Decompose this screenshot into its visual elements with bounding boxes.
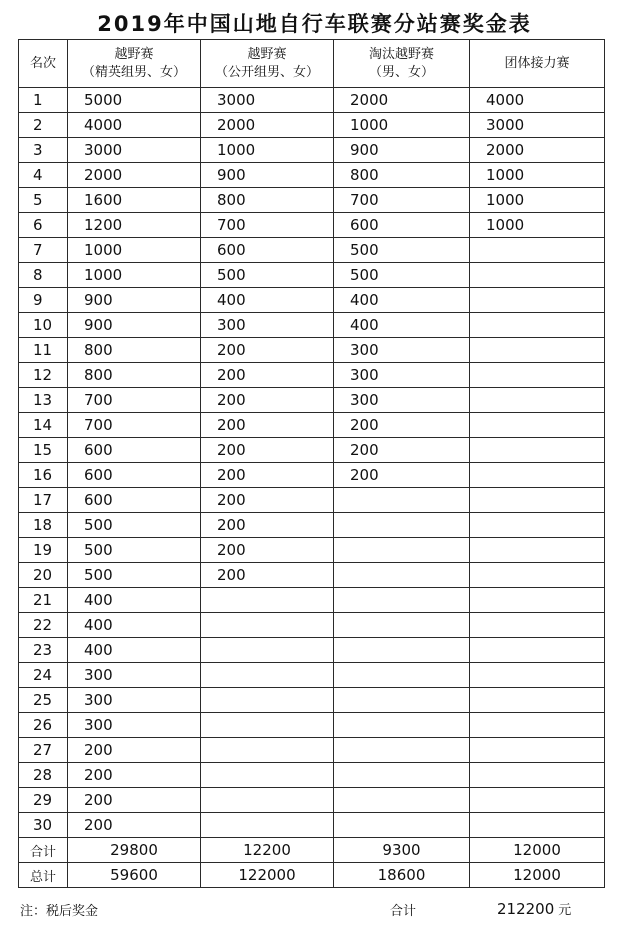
prize-cell: 200 (334, 463, 470, 488)
column-header-title: 名次 (29, 55, 56, 71)
prize-cell: 400 (68, 638, 201, 663)
column-header (68, 40, 201, 88)
prize-cell (470, 713, 605, 738)
prize-cell: 300 (68, 713, 201, 738)
rank-cell: 20 (19, 563, 68, 588)
prize-cell: 1000 (470, 163, 605, 188)
rank-cell: 30 (19, 813, 68, 838)
prize-cell (470, 438, 605, 463)
prize-cell: 4000 (68, 113, 201, 138)
prize-cell: 500 (201, 263, 334, 288)
rank-cell: 23 (19, 638, 68, 663)
prize-cell: 600 (201, 238, 334, 263)
rank-cell: 9 (19, 288, 68, 313)
prize-cell (470, 288, 605, 313)
table-row (19, 163, 605, 188)
prize-cell: 3000 (68, 138, 201, 163)
prize-cell (470, 813, 605, 838)
rank-cell: 10 (19, 313, 68, 338)
rank-cell: 27 (19, 738, 68, 763)
prize-cell (470, 613, 605, 638)
column-header (470, 40, 605, 88)
prize-cell: 2000 (201, 113, 334, 138)
prize-cell: 1200 (68, 213, 201, 238)
prize-cell: 800 (201, 188, 334, 213)
table-row (19, 288, 605, 313)
prize-cell: 300 (201, 313, 334, 338)
total-cell: 122000 (201, 863, 334, 888)
column-header-subtitle: （精英组男、女） (81, 64, 186, 80)
table-row (19, 813, 605, 838)
prize-cell: 200 (201, 488, 334, 513)
prize-cell (201, 588, 334, 613)
rank-cell: 25 (19, 688, 68, 713)
prize-cell (201, 713, 334, 738)
prize-cell (470, 338, 605, 363)
table-row (19, 638, 605, 663)
prize-cell (334, 563, 470, 588)
prize-cell (334, 488, 470, 513)
prize-cell (201, 638, 334, 663)
table-row (19, 788, 605, 813)
prize-cell (470, 488, 605, 513)
prize-cell (201, 813, 334, 838)
grand-total-unit: 元 (558, 903, 572, 918)
column-header-title: 团体接力赛 (504, 55, 570, 71)
table-header-row (19, 40, 605, 88)
footer (0, 900, 629, 920)
table-row (19, 238, 605, 263)
table-row (19, 113, 605, 138)
prize-cell: 1000 (334, 113, 470, 138)
prize-cell (470, 538, 605, 563)
table-row (19, 338, 605, 363)
subtotal-cell: 12000 (470, 838, 605, 863)
prize-cell: 2000 (68, 163, 201, 188)
rank-cell: 21 (19, 588, 68, 613)
prize-cell: 200 (68, 788, 201, 813)
prize-cell: 200 (201, 388, 334, 413)
rank-cell: 14 (19, 413, 68, 438)
prize-cell: 900 (201, 163, 334, 188)
footer-note: 注：税后奖金 (20, 904, 99, 919)
subtotal-cell: 29800 (68, 838, 201, 863)
total-label: 总计 (19, 863, 68, 888)
prize-cell (470, 663, 605, 688)
table-row (19, 513, 605, 538)
prize-cell: 200 (201, 538, 334, 563)
prize-cell: 400 (201, 288, 334, 313)
prize-cell: 1000 (470, 188, 605, 213)
table-row (19, 438, 605, 463)
prize-cell: 300 (334, 388, 470, 413)
table-row (19, 363, 605, 388)
prize-cell: 200 (68, 763, 201, 788)
table-row (19, 463, 605, 488)
rank-cell: 26 (19, 713, 68, 738)
total-row (19, 863, 605, 888)
prize-cell (470, 413, 605, 438)
prize-cell (470, 588, 605, 613)
prize-cell: 1000 (68, 238, 201, 263)
prize-cell: 500 (68, 538, 201, 563)
prize-cell (470, 763, 605, 788)
prize-cell (470, 363, 605, 388)
rank-cell: 16 (19, 463, 68, 488)
table-row (19, 413, 605, 438)
table-row (19, 763, 605, 788)
subtotal-row (19, 838, 605, 863)
subtotal-cell: 9300 (334, 838, 470, 863)
prize-cell: 1000 (68, 263, 201, 288)
rank-cell: 5 (19, 188, 68, 213)
prize-cell: 800 (68, 338, 201, 363)
prize-cell (334, 513, 470, 538)
prize-cell (470, 738, 605, 763)
grand-total-value: 212200 (497, 900, 555, 918)
prize-cell: 5000 (68, 88, 201, 113)
rank-cell: 12 (19, 363, 68, 388)
prize-cell (334, 588, 470, 613)
table-row (19, 738, 605, 763)
prize-cell: 800 (334, 163, 470, 188)
prize-cell: 300 (334, 338, 470, 363)
prize-cell (470, 513, 605, 538)
prize-cell (470, 638, 605, 663)
rank-cell: 29 (19, 788, 68, 813)
table-row (19, 688, 605, 713)
prize-cell (470, 238, 605, 263)
prize-cell: 200 (201, 363, 334, 388)
prize-cell: 500 (68, 563, 201, 588)
prize-cell: 500 (334, 263, 470, 288)
total-cell: 12000 (470, 863, 605, 888)
rank-cell: 22 (19, 613, 68, 638)
prize-cell (334, 663, 470, 688)
prize-cell: 500 (334, 238, 470, 263)
rank-cell: 2 (19, 113, 68, 138)
rank-cell: 28 (19, 763, 68, 788)
subtotal-label: 合计 (19, 838, 68, 863)
prize-cell: 700 (68, 413, 201, 438)
rank-cell: 19 (19, 538, 68, 563)
prize-cell: 600 (334, 213, 470, 238)
prize-cell (334, 788, 470, 813)
subtotal-cell: 12200 (201, 838, 334, 863)
column-header (334, 40, 470, 88)
rank-cell: 4 (19, 163, 68, 188)
column-header (19, 40, 68, 88)
total-cell: 18600 (334, 863, 470, 888)
table-row (19, 663, 605, 688)
rank-cell: 24 (19, 663, 68, 688)
prize-cell: 200 (68, 813, 201, 838)
prize-cell: 1000 (470, 213, 605, 238)
prize-cell: 700 (68, 388, 201, 413)
prize-cell: 400 (334, 313, 470, 338)
prize-cell: 2000 (470, 138, 605, 163)
column-header-subtitle: （男、女） (368, 64, 434, 80)
rank-cell: 3 (19, 138, 68, 163)
table-body (19, 88, 605, 838)
prize-cell: 200 (334, 413, 470, 438)
prize-cell: 1600 (68, 188, 201, 213)
prize-cell: 300 (334, 363, 470, 388)
prize-cell: 3000 (470, 113, 605, 138)
prize-cell: 200 (201, 413, 334, 438)
prize-table (18, 39, 605, 888)
rank-cell: 6 (19, 213, 68, 238)
table-row (19, 563, 605, 588)
prize-cell (201, 738, 334, 763)
grand-total (497, 899, 571, 918)
table-row (19, 88, 605, 113)
prize-cell (334, 613, 470, 638)
prize-cell (201, 613, 334, 638)
table-row (19, 588, 605, 613)
table-row (19, 488, 605, 513)
prize-cell (201, 663, 334, 688)
table-row (19, 538, 605, 563)
prize-cell (334, 638, 470, 663)
prize-cell: 500 (68, 513, 201, 538)
prize-cell: 900 (334, 138, 470, 163)
prize-cell (334, 813, 470, 838)
column-header-title: 越野赛 (114, 46, 154, 62)
rank-cell: 7 (19, 238, 68, 263)
prize-cell (334, 713, 470, 738)
prize-cell: 2000 (334, 88, 470, 113)
prize-cell (470, 263, 605, 288)
prize-cell: 200 (201, 463, 334, 488)
prize-cell: 600 (68, 488, 201, 513)
column-header-title: 淘汰越野赛 (368, 46, 434, 62)
prize-cell (201, 788, 334, 813)
prize-cell: 200 (201, 338, 334, 363)
prize-cell: 400 (68, 588, 201, 613)
rank-cell: 18 (19, 513, 68, 538)
rank-cell: 1 (19, 88, 68, 113)
table-row (19, 263, 605, 288)
prize-cell (470, 463, 605, 488)
prize-cell: 200 (201, 513, 334, 538)
prize-cell: 900 (68, 313, 201, 338)
prize-cell (470, 388, 605, 413)
rank-cell: 15 (19, 438, 68, 463)
column-header (201, 40, 334, 88)
prize-cell (201, 763, 334, 788)
prize-cell (470, 313, 605, 338)
table-row (19, 188, 605, 213)
prize-cell: 200 (334, 438, 470, 463)
rank-cell: 11 (19, 338, 68, 363)
table-row (19, 313, 605, 338)
prize-cell (334, 763, 470, 788)
table-row (19, 138, 605, 163)
page-title: 2019年中国山地自行车联赛分站赛奖金表 (97, 12, 532, 36)
prize-cell (334, 738, 470, 763)
prize-cell: 200 (201, 563, 334, 588)
prize-cell: 4000 (470, 88, 605, 113)
rank-cell: 17 (19, 488, 68, 513)
prize-cell (470, 563, 605, 588)
prize-cell: 200 (201, 438, 334, 463)
table-row (19, 388, 605, 413)
prize-cell (470, 688, 605, 713)
prize-cell (201, 688, 334, 713)
prize-cell: 900 (68, 288, 201, 313)
table-row (19, 613, 605, 638)
prize-cell: 800 (68, 363, 201, 388)
prize-cell: 200 (68, 738, 201, 763)
rank-cell: 8 (19, 263, 68, 288)
column-header-subtitle: （公开组男、女） (214, 64, 319, 80)
column-header-title: 越野赛 (247, 46, 287, 62)
prize-cell (470, 788, 605, 813)
prize-cell (334, 538, 470, 563)
rank-cell: 13 (19, 388, 68, 413)
prize-cell: 600 (68, 438, 201, 463)
prize-cell: 600 (68, 463, 201, 488)
prize-cell: 1000 (201, 138, 334, 163)
prize-cell: 700 (201, 213, 334, 238)
total-cell: 59600 (68, 863, 201, 888)
table-row (19, 213, 605, 238)
prize-cell: 3000 (201, 88, 334, 113)
prize-cell: 700 (334, 188, 470, 213)
table-row (19, 713, 605, 738)
prize-cell: 300 (68, 663, 201, 688)
prize-cell: 400 (68, 613, 201, 638)
prize-cell: 400 (334, 288, 470, 313)
prize-cell (334, 688, 470, 713)
footer-sum-label: 合计 (390, 904, 417, 919)
prize-cell: 300 (68, 688, 201, 713)
